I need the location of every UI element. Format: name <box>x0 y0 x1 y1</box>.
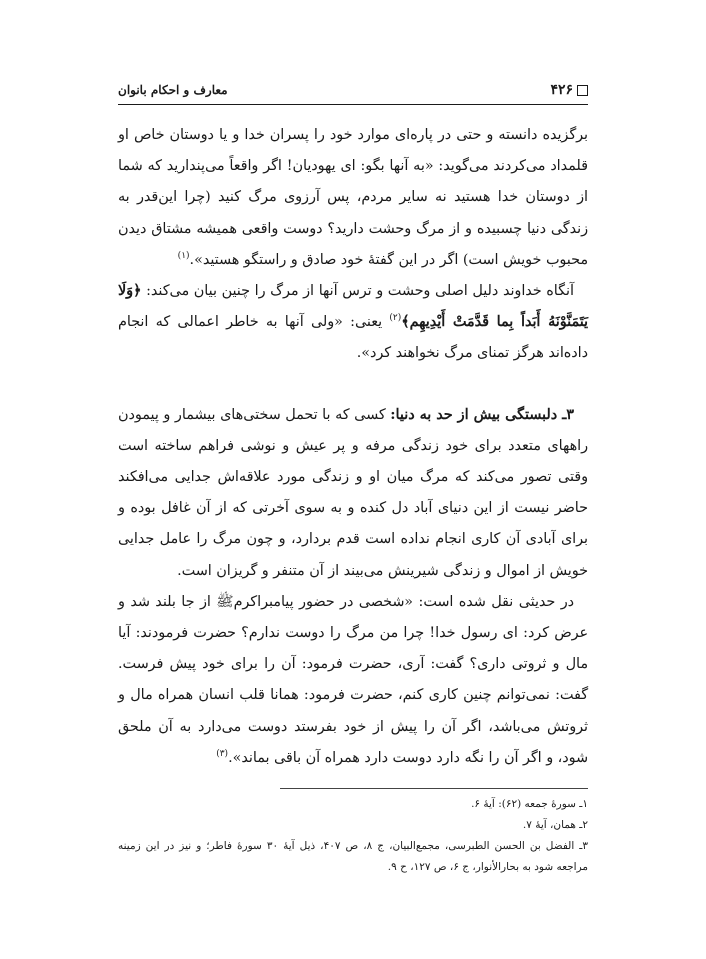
paragraph-1 <box>118 120 588 276</box>
square-bullet-icon <box>577 85 588 96</box>
main-text <box>118 120 588 774</box>
footnote-ref-1: (۱) <box>177 251 190 262</box>
paragraph-2 <box>118 276 588 370</box>
header-rule <box>118 104 588 105</box>
section-heading: ۳ـ دلبستگی بیش از حد به دنیا: <box>390 406 574 423</box>
paragraph-3-text: کسی که با تحمل سختی‌های بیشمار و پیمودن راههای متعدد برای خود زندگی مرفه و پر عیش و نوشی فراهم ساخته است وقتی تصور می‌کند که مرگ میان او و زندگی مورد علاقه‌اش جدایی می‌افکند حاضر نیست از این دنیای آباد دل کنده و به سوی آخرتی که از آن غافل بوده و برای آبادی آن کاری انجام نداده است قدم بردارد، و چون مرگ را عامل جدایی خویش از اموال و زندگی شیرینش می‌بیند از آن متنفر و گریزان است. <box>118 406 588 579</box>
paragraph-1-text: برگزیده دانسته و حتی در پاره‌ای موارد خود را پسران خدا و یا دوستان خاص او قلمداد می‌کردند می‌گوید: «به آنها بگو: ای یهودیان! اگر واقعاً می‌پندارید که شما از دوستان خدا هستید نه سایر مردم، پس آرزوی مرگ کنید (چرا این‌قدر به زندگی دنیا چسبیده و از مرگ وحشت دارید؟ دوست واقعی همیشه مشتاق دیدن محبوب خویش است) اگر در این گفتهٔ خود صادق و راستگو هستید». <box>118 127 588 268</box>
footnote-ref-3: (۳) <box>216 749 229 760</box>
footnote-2: ۲ـ همان، آیهٔ ۷. <box>522 819 588 831</box>
paragraph-2-intro: آنگاه خداوند دلیل اصلی وحشت و ترس آنها از مرگ را چنین بیان می‌کند: <box>146 283 574 300</box>
book-title: معارف و احکام بانوان <box>118 83 228 97</box>
footnote-1: ۱ـ سورهٔ جمعه (۶۲): آیهٔ ۶. <box>471 798 588 810</box>
running-header <box>118 78 588 102</box>
paragraph-2-translation: یعنی: «ولی آنها به خاطر اعمالی که انجام داده‌اند هرگز تمنای مرگ نخواهند کرد». <box>118 314 588 362</box>
paragraph-4-text: در حدیثی نقل شده است: «شخصی در حضور پیامبراکرمﷺ از جا بلند شد و عرض کرد: ای رسول خدا! چرا من مرگ را دوست ندارم؟ حضرت فرمودند: آیا مال و ثروتی داری؟ گفت: آری، حضرت فرمود: آن را برای خود پیش فرست. گفت: نمی‌توانم چنین کاری کنم، حضرت فرمود: همانا قلب انسان همراه مال و ثروتش می‌باشد، اگر آن را پیش از خود بفرستد دوست می‌دارد به آن ملحق شود، و اگر آن را نگه دارد دوست دارد همراه آن باقی بماند». <box>118 593 588 766</box>
page-number-block <box>550 82 588 98</box>
quran-verse: ﴿وَلَا یَتَمَنَّوْنَهُ أَبَداً بِما قَدَّمَتْ أَیْدِیهِم﴾ <box>118 283 589 331</box>
footnotes <box>118 794 588 878</box>
footnote-3: ۳ـ الفضل بن الحسن الطبرسی، مجمع‌البیان، ج ۸، ص ۴۰۷، ذیل آیهٔ ۳۰ سورهٔ فاطر؛ و نیز در این زمینه مراجعه شود به بحارالأنوار، ج ۶، ص ۱۲۷، ح ۹. <box>118 840 588 873</box>
paragraph-4 <box>118 587 588 774</box>
paragraph-3 <box>118 400 588 587</box>
footnote-ref-2: (۲) <box>389 313 402 324</box>
page-number: ۴۲۶ <box>550 82 573 98</box>
footnote-rule <box>280 788 588 789</box>
